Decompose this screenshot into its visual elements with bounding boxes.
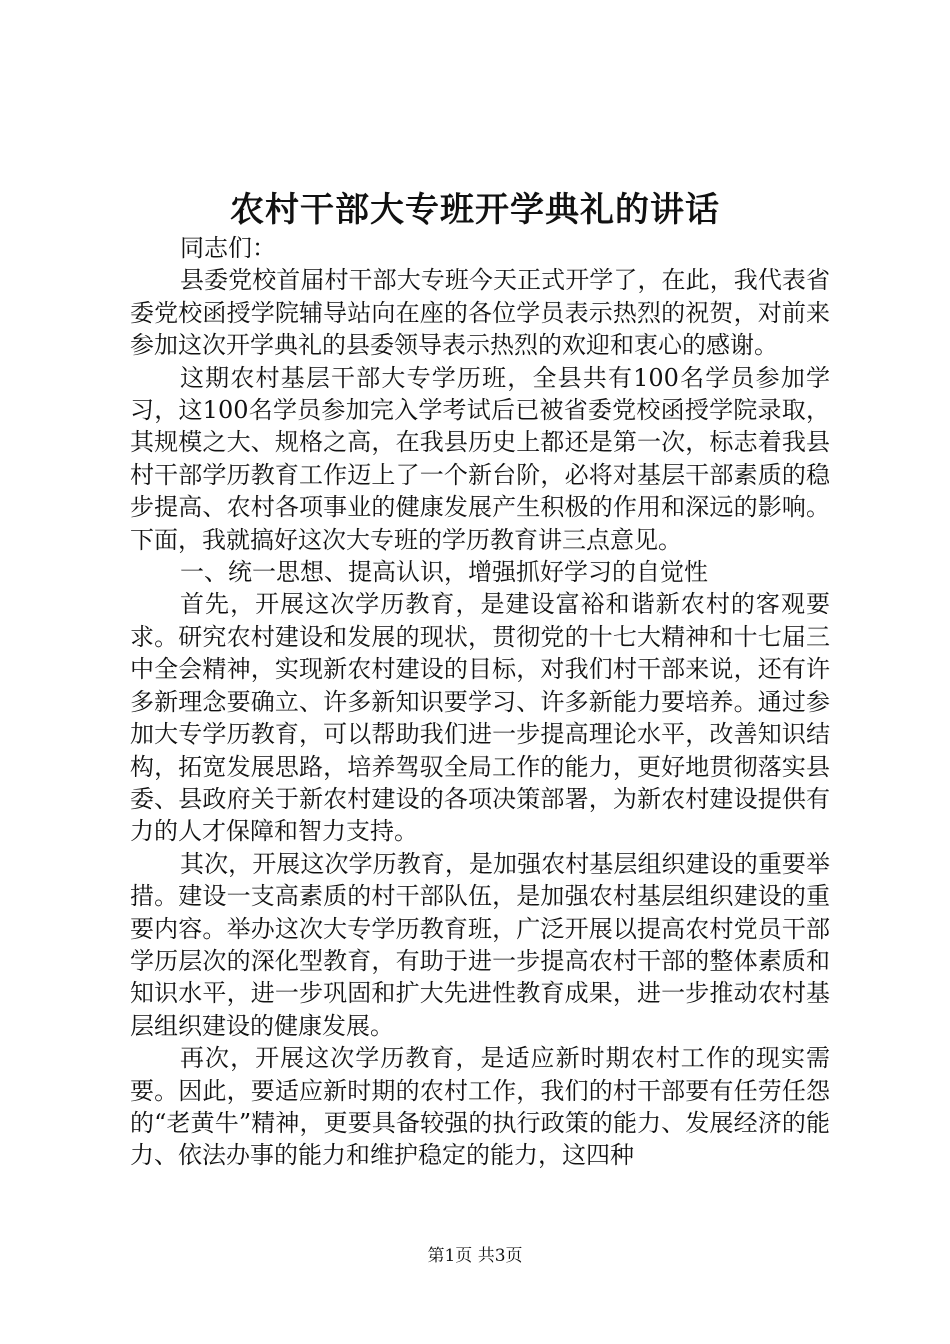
background-paragraph: 这期农村基层干部大专学历班，全县共有100名学员参加学习，这100名学员参加完入学考试后已被省委党校函授学院录取，其规模之大、规格之高，在我县历史上都还是第一次，标志着我县村干部学历教育工作迈上了一个新台阶，必将对基层干部素质的稳步提高、农村各项事业的健康发展产生积极的作用和深远的影响。下面，我就搞好这次大专班的学历教育讲三点意见。 — [130, 363, 830, 554]
first-point-paragraph: 首先，开展这次学历教育，是建设富裕和谐新农村的客观要求。研究农村建设和发展的现状，贯彻党的十七大精神和十七届三中全会精神，实现新农村建设的目标，对我们村干部来说，还有许多新理念要确立、许多新知识要学习、许多新能力要培养。通过参加大专学历教育，可以帮助我们进一步提高理论水平，改善知识结构，拓宽发展思路，培养驾驭全局工作的能力，更好地贯彻落实县委、县政府关于新农村建设的各项决策部署，为新农村建设提供有力的人才保障和智力支持。 — [130, 590, 830, 846]
page-footer: 第1页 共3页 — [427, 1246, 523, 1266]
document-body — [130, 232, 830, 1172]
section-heading-1: 一、统一思想、提高认识，增强抓好学习的自觉性 — [180, 558, 708, 587]
second-point-paragraph: 其次，开展这次学历教育，是加强农村基层组织建设的重要举措。建设一支高素质的村干部队伍，是加强农村基层组织建设的重要内容。举办这次大专学历教育班，广泛开展以提高农村党员干部学历层次的深化型教育，有助于进一步提高农村干部的整体素质和知识水平，进一步巩固和扩大先进性教育成果，进一步推动农村基层组织建设的健康发展。 — [130, 849, 830, 1040]
third-point-paragraph: 再次，开展这次学历教育，是适应新时期农村工作的现实需要。因此，要适应新时期的农村工作，我们的村干部要有任劳任怨的“老黄牛”精神，更要具备较强的执行政策的能力、发展经济的能力、依法办事的能力和维护稳定的能力，这四种 — [130, 1044, 830, 1170]
document-title: 农村干部大专班开学典礼的讲话 — [230, 190, 720, 230]
opening-paragraph: 县委党校首届村干部大专班今天正式开学了，在此，我代表省委党校函授学院辅导站向在座的各位学员表示热烈的祝贺，对前来参加这次开学典礼的县委领导表示热烈的欢迎和衷心的感谢。 — [130, 266, 830, 360]
salutation-paragraph: 同志们： — [180, 234, 276, 262]
